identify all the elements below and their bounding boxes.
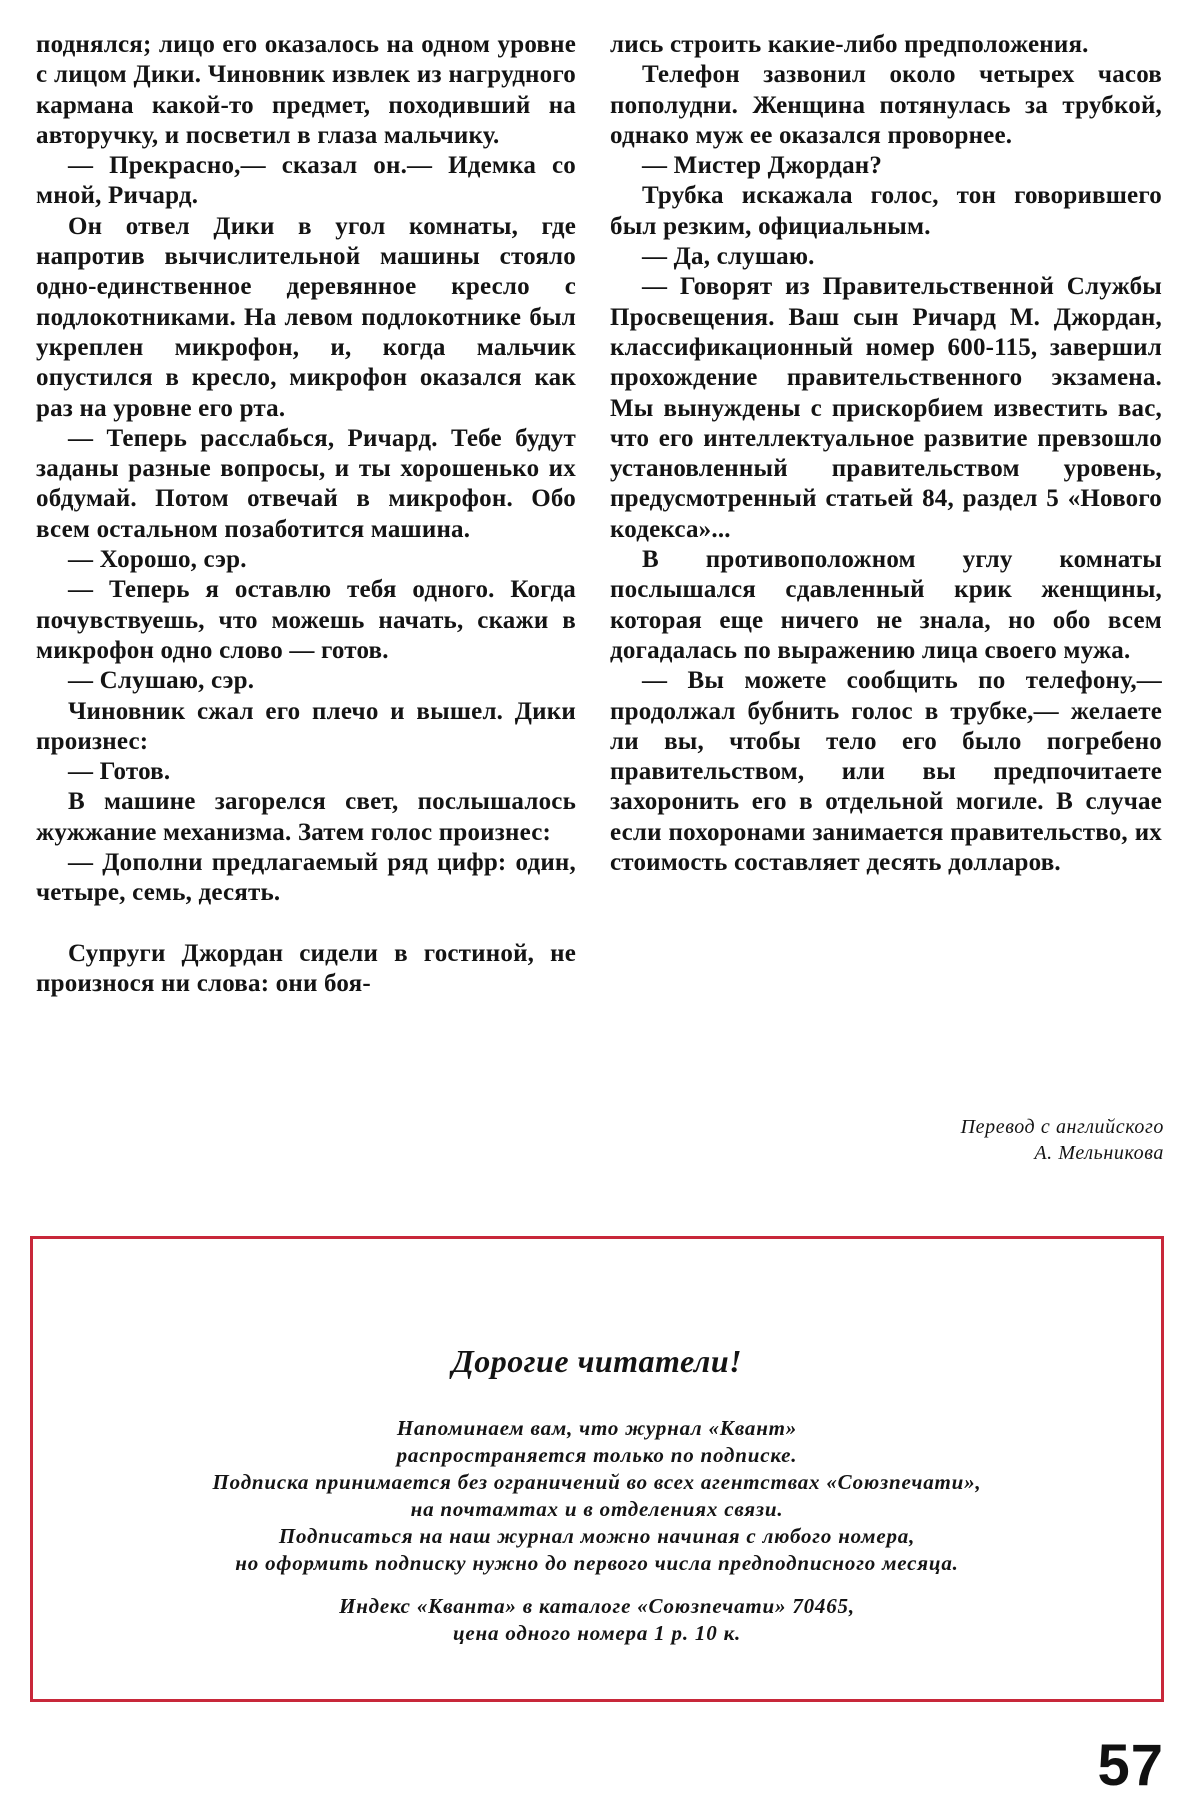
paragraph: Он отвел Дики в угол комнаты, где напротив вычислительной машины стояло одно-единственное деревянное кресло с подлокотниками. На левом подлокотнике был укреплен микрофон, и, когда мальчик опустился в кресло, микрофон оказался как раз на уровне его рта.: [36, 212, 576, 422]
paragraph: Телефон зазвонил около четырех часов пополудни. Женщина потянулась за трубкой, однако муж ее оказался проворнее.: [610, 61, 1162, 149]
paragraph: — Мистер Джордан?: [642, 152, 883, 180]
paragraph: — Теперь расслабься, Ричард. Тебе будут заданы разные вопросы, и ты хорошенько их обдумай. Потом отвечай в микрофон. Обо всем остальном позаботится машина.: [36, 424, 576, 543]
credit-translator: А. Мельникова: [1034, 1142, 1164, 1164]
paragraph: — Хорошо, сэр.: [68, 546, 247, 574]
right-text-column: [610, 30, 1162, 878]
paragraph: Супруги Джордан сидели в гостиной, не произнося ни слова: они боя-: [36, 939, 576, 997]
notice-line: Напоминаем вам, что журнал «Квант»: [396, 1416, 798, 1440]
paragraph: — Слушаю, сэр.: [68, 667, 255, 695]
credit-line: Перевод с английского: [960, 1116, 1164, 1138]
notice-line: цена одного номера 1 р. 10 к.: [452, 1621, 742, 1645]
paragraph: — Вы можете сообщить по телефону,— продолжал бубнить голос в трубке,— желаете ли вы, чтобы тело его было погребено правительством, или вы предпочитаете захоронить его в отдельной могиле. В случае если похоронами занимается правительство, их стоимость составляет десять долларов.: [610, 667, 1162, 877]
paragraph: — Прекрасно,— сказал он.— Идемка со мной, Ричард.: [36, 152, 576, 210]
paragraph: — Да, слушаю.: [642, 243, 815, 271]
left-text-column: [36, 30, 576, 999]
notice-line: Индекс «Кванта» в каталоге «Союзпечати» 70465,: [339, 1594, 855, 1618]
notice-title: Дорогие читатели!: [451, 1343, 743, 1379]
paragraph: Чиновник сжал его плечо и вышел. Дики произнес:: [36, 697, 576, 755]
notice-line: Подписка принимается без ограничений во всех агентствах «Союзпечати»,: [212, 1470, 982, 1494]
paragraph: В машине загорелся свет, послышалось жужжание механизма. Затем голос произнес:: [36, 788, 576, 846]
notice-body: [33, 1415, 1161, 1647]
paragraph: В противоположном углу комнаты послышался сдавленный крик женщины, которая еще ничего не знала, но обо всем догадалась по выражению лица своего мужа.: [610, 546, 1162, 664]
paragraph: лись строить какие-либо предположения.: [610, 31, 1089, 58]
notice-line: на почтамтах и в отделениях связи.: [410, 1497, 784, 1521]
paragraph: — Теперь я оставлю тебя одного. Когда почувствуешь, что можешь начать, скажи в микрофон одно слово — готов.: [36, 576, 576, 664]
paragraph: Трубка искажала голос, тон говорившего был резким, официальным.: [610, 182, 1162, 240]
notice-line: распространяется только по подписке.: [396, 1443, 798, 1467]
notice-line: Подписаться на наш журнал можно начиная с любого номера,: [278, 1524, 916, 1548]
paragraph: поднялся; лицо его оказалось на одном уровне с лицом Дики. Чиновник извлек из нагрудного кармана какой-то предмет, походивший на авторучку, и посветил в глаза мальчику.: [36, 31, 576, 149]
notice-line: но оформить подписку нужно до первого числа предподписного месяца.: [235, 1551, 959, 1575]
paragraph: — Говорят из Правительственной Службы Просвещения. Ваш сын Ричард М. Джордан, классификационный номер 600-115, завершил прохождение правительственного экзамена. Мы вынуждены с прискорбием известить вас, что его интеллектуальное развитие превзошло установленный правительством уровень, предусмотренный статьей 84, раздел 5 «Нового кодекса»...: [610, 273, 1162, 543]
translation-credit: [764, 1114, 1164, 1166]
paragraph: — Готов.: [68, 758, 171, 786]
subscription-notice-box: [30, 1236, 1164, 1702]
paragraph: — Дополни предлагаемый ряд цифр: один, четыре, семь, десять.: [36, 849, 576, 907]
page-number: 57: [1097, 1733, 1164, 1798]
